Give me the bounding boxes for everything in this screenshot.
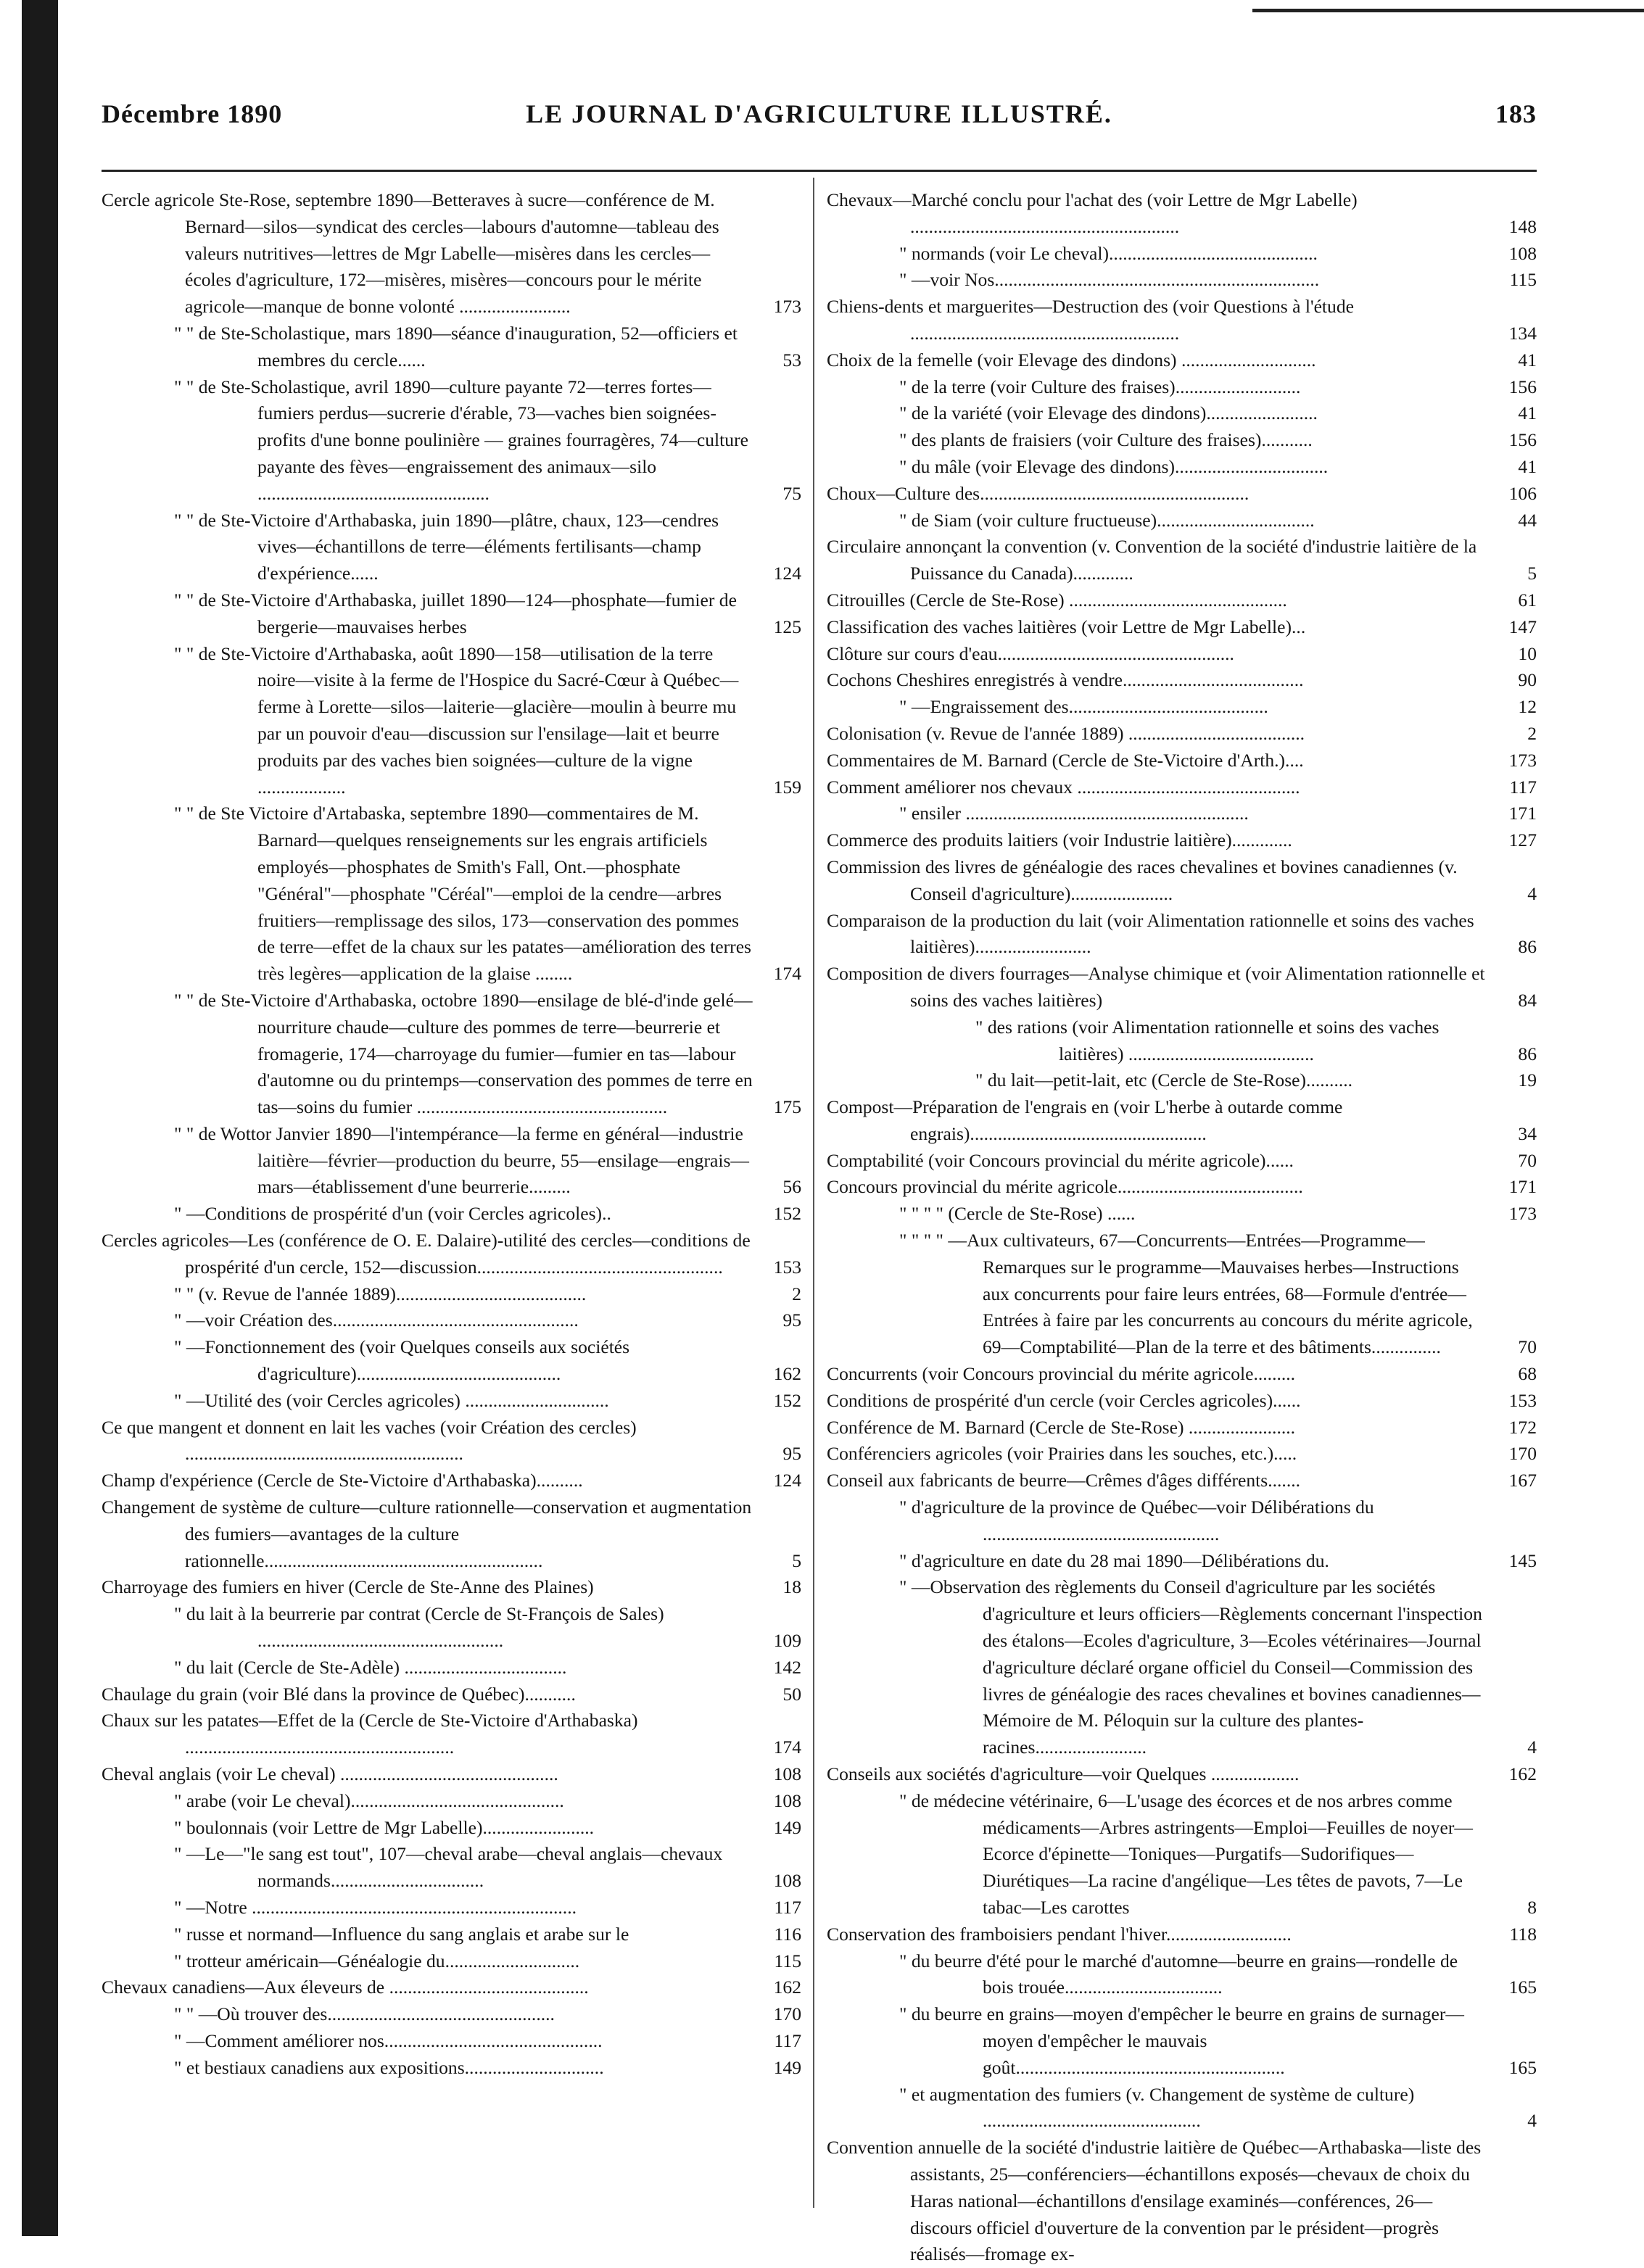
column-divider <box>813 178 814 2208</box>
index-entry-text: " —Engraissement des........................................... <box>899 696 1268 718</box>
index-entry <box>827 1761 1537 1788</box>
top-edge-line <box>1252 9 1644 12</box>
index-entry-text: Charroyage des fumiers en hiver (Cercle de Ste-Anne des Plaines) <box>102 1576 594 1598</box>
index-entry-page: 70 <box>1518 1149 1537 1171</box>
index-entry-text: Cercles agricoles—Les (conférence de O. E. Dalaire)-utilité des cercles—conditions de prospérité d'un cercle, 152—discussion..................................................... <box>102 1230 751 1278</box>
index-entry-page: 109 <box>773 1630 801 1652</box>
index-entry-text: " russe et normand—Influence du sang anglais et arabe sur le <box>174 1923 629 1945</box>
index-entry-text: " de Siam (voir culture fructueuse).................................. <box>899 509 1315 531</box>
index-entry <box>174 1121 801 1201</box>
index-entry-text: " —Observation des règlements du Conseil d'agriculture par les sociétés d'agriculture et leurs officiers—Règlements concernant l'inspection des étalons—Ecoles d'agriculture, 3—Ecoles vétérinaires—Journal d'agriculture déclaré organe officiel du Conseil—Commission des livres de généalogie des races chevalines et bovines canadiennes—Mémoire de M. Péloquin sur la culture des plantes-racines........................ <box>899 1576 1482 1758</box>
index-entry-page: 156 <box>1508 429 1537 451</box>
index-entry-text: Chaulage du grain (voir Blé dans la province de Québec)........... <box>102 1683 576 1705</box>
index-entry-page: 41 <box>1518 402 1537 424</box>
header-page-number: 183 <box>1495 99 1537 128</box>
index-entry <box>827 641 1537 668</box>
index-entry-text: " des plants de fraisiers (voir Culture des fraises)........... <box>899 429 1313 451</box>
index-entry-page: 95 <box>782 1443 801 1465</box>
index-entry-page: 41 <box>1518 349 1537 371</box>
index-entry <box>102 187 801 320</box>
index-entry <box>827 294 1537 347</box>
index-entry-page: 8 <box>1527 1897 1537 1918</box>
index-entry <box>899 2082 1537 2135</box>
index-entry <box>174 800 801 988</box>
index-entry <box>827 1921 1537 1948</box>
index-entry <box>899 241 1537 268</box>
index-entry-page: 10 <box>1518 642 1537 664</box>
index-entry-page: 165 <box>1508 1977 1537 1998</box>
index-entry-text: Chevaux—Marché conclu pour l'achat des (voir Lettre de Mgr Labelle) .......................................................... <box>827 189 1358 237</box>
index-entry-text: Chiens-dents et marguerites—Destruction des (voir Questions à l'étude .......................................................... <box>827 296 1354 344</box>
index-entry-text: Comptabilité (voir Concours provincial du mérite agricole)...... <box>827 1149 1294 1171</box>
index-entry-page: 171 <box>1508 803 1537 824</box>
index-entry-text: " normands (voir Le cheval)............................................. <box>899 242 1318 264</box>
index-entry-page: 124 <box>773 563 801 584</box>
index-entry-text: " " de Wottor Janvier 1890—l'intempérance—la ferme en général—industrie laitière—février—production du beurre, 55—ensilage—engrais—mars—établissement d'une beurrerie......... <box>174 1122 749 1198</box>
index-entry <box>899 1548 1537 1575</box>
index-entry-page: 2 <box>792 1283 801 1304</box>
index-entry-page: 117 <box>774 1897 801 1918</box>
index-entry-page: 50 <box>782 1683 801 1705</box>
index-entry-text: Cheval anglais (voir Le cheval) ............................................... <box>102 1763 558 1785</box>
index-entry-text: Circulaire annonçant la convention (v. Convention de la société d'industrie laitière de la Puissance du Canada)............. <box>827 536 1477 584</box>
binding-edge <box>22 0 58 2236</box>
index-entry-page: 145 <box>1508 1549 1537 1571</box>
index-entry-text: " du beurre d'été pour le marché d'automne—beurre en grains—rondelle de bois trouée.................................. <box>899 1950 1458 1998</box>
index-entry-text: " " de Ste-Victoire d'Arthabaska, juillet 1890—124—phosphate—fumier de bergerie—mauvaises herbes <box>174 589 737 637</box>
index-entry <box>827 908 1537 961</box>
index-entry <box>102 1228 801 1281</box>
index-entry-text: " —Fonctionnement des (voir Quelques conseils aux sociétés d'agriculture)............................................ <box>174 1336 630 1385</box>
index-entry-page: 5 <box>1527 563 1537 584</box>
index-entry-text: " —Utilité des (voir Cercles agricoles) ............................... <box>174 1389 609 1411</box>
index-entry-page: 162 <box>773 1977 801 1998</box>
index-entry-page: 115 <box>774 1950 801 1971</box>
index-entry <box>174 587 801 641</box>
index-entry-page: 171 <box>1508 1176 1537 1198</box>
index-entry <box>827 347 1537 374</box>
index-entry-text: Commerce des produits laitiers (voir Industrie laitière)............. <box>827 829 1292 851</box>
index-entry-page: 2 <box>1527 722 1537 744</box>
index-entry-page: 153 <box>773 1256 801 1278</box>
index-entry-page: 95 <box>782 1309 801 1331</box>
index-entry <box>102 1415 801 1468</box>
index-entry <box>174 1921 801 1948</box>
index-entry <box>899 694 1537 721</box>
index-entry-text: Conservation des framboisiers pendant l'hiver........................... <box>827 1923 1292 1945</box>
index-entry-text: " du mâle (voir Elevage des dindons)................................. <box>899 455 1329 477</box>
index-entry-page: 147 <box>1508 616 1537 637</box>
index-entry-text: " —Comment améliorer nos............................................... <box>174 2029 603 2051</box>
index-entry-text: Commission des livres de généalogie des races chevalines et bovines canadiennes (v. Conseil d'agriculture)...................... <box>827 856 1458 904</box>
index-entry-page: 18 <box>782 1576 801 1598</box>
index-entry-text: Composition de divers fourrages—Analyse chimique et (voir Alimentation rationnelle et soins des vaches laitières) <box>827 963 1485 1011</box>
index-entry-page: 174 <box>773 1737 801 1758</box>
index-entry <box>827 1415 1537 1441</box>
index-entry-page: 56 <box>782 1176 801 1198</box>
index-entry <box>827 827 1537 854</box>
index-entry <box>827 1441 1537 1468</box>
index-entry <box>899 1494 1537 1548</box>
index-entry-text: " —voir Création des..................................................... <box>174 1309 579 1331</box>
index-entry-text: Clôture sur cours d'eau................................................... <box>827 642 1234 664</box>
index-entry-text: Chevaux canadiens—Aux éleveurs de ........................................... <box>102 1977 589 1998</box>
index-entry-text: " " " " —Aux cultivateurs, 67—Concurrents—Entrées—Programme—Remarques sur le programme—Mauvaises herbes—Instructions aux concurrents pour faire leurs entrées, 68—Formule d'entrée—Entrées à faire par les concurrents au concours du mérite agricole, 69—Comptabilité—Plan de la terre et des bâtiments............... <box>899 1230 1473 1358</box>
index-entry-page: 117 <box>774 2029 801 2051</box>
index-entry <box>102 1708 801 1761</box>
index-entry-page: 53 <box>782 349 801 371</box>
index-entry-page: 162 <box>1508 1763 1537 1785</box>
index-entry-page: 148 <box>1508 215 1537 237</box>
index-entry-text: " " " " (Cercle de Ste-Rose) ...... <box>899 1203 1136 1225</box>
index-entry-text: Champ d'expérience (Cercle de Ste-Victoire d'Arthabaska).......... <box>102 1470 583 1491</box>
index-entry-page: 108 <box>773 1870 801 1892</box>
index-entry <box>174 988 801 1121</box>
index-entry-text: " " —Où trouver des................................................. <box>174 2003 555 2025</box>
index-entry <box>899 374 1537 401</box>
index-entry-text: " arabe (voir Le cheval).............................................. <box>174 1789 564 1811</box>
index-column-left <box>102 187 801 2082</box>
index-entry <box>827 961 1537 1014</box>
index-entry-text: " de la variété (voir Elevage des dindons)........................ <box>899 402 1318 424</box>
index-entry-text: Convention annuelle de la société d'industrie laitière de Québec—Arthabaska—liste des assistants, 25—conférenciers—échantillons exposés—chevaux de choix du Haras national—échantillons d'ensilage examinés—conférences, 26—discours officiel d'ouverture de la convention par le président—progrès réalisés—fromage ex- <box>827 2137 1482 2265</box>
index-entry-text: Conférenciers agricoles (voir Prairies dans les souches, etc.)..... <box>827 1443 1297 1465</box>
index-entry-text: Colonisation (v. Revue de l'année 1889) ...................................... <box>827 722 1305 744</box>
index-entry-page: 175 <box>773 1096 801 1118</box>
header-rule <box>102 170 1537 172</box>
index-entry <box>827 187 1537 241</box>
index-entry-text: Conférence de M. Barnard (Cercle de Ste-Rose) ....................... <box>827 1416 1296 1438</box>
index-entry-text: Chaux sur les patates—Effet de la (Cercle de Ste-Victoire d'Arthabaska) .......................................................... <box>102 1710 638 1758</box>
index-entry-page: 90 <box>1518 669 1537 691</box>
index-entry <box>899 1788 1537 1921</box>
index-entry <box>975 1014 1537 1068</box>
index-entry-text: " de médecine vétérinaire, 6—L'usage des écorces et de nos arbres comme médicaments—Arbres astringents—Emploi—Feuilles de noyer—Ecorce d'épinette—Toniques—Purgatifs—Sudorifiques—Diurétiques—La racine d'angélique—Les têtes de pavots, 7—Le tabac—Les carottes <box>899 1789 1473 1918</box>
index-entry-page: 149 <box>773 1816 801 1838</box>
index-entry-page: 108 <box>1508 242 1537 264</box>
index-entry <box>174 1788 801 1815</box>
index-entry <box>174 2055 801 2082</box>
index-entry-text: " " de Ste-Scholastique, avril 1890—culture payante 72—terres fortes—fumiers perdus—sucrerie d'érable, 73—vaches bien soignées-profits d'une bonne poulinière — graines fourragères, 74—culture payante des fèves—engraissement des animaux—silo .................................................. <box>174 376 748 504</box>
index-entry <box>827 481 1537 508</box>
index-entry-page: 108 <box>773 1763 801 1785</box>
index-entry-page: 117 <box>1509 776 1537 798</box>
index-entry <box>827 748 1537 774</box>
index-entry-page: 159 <box>773 776 801 798</box>
index-entry-page: 173 <box>1508 749 1537 771</box>
index-entry-text: Choux—Culture des.......................................................... <box>827 482 1249 504</box>
index-entry-page: 170 <box>773 2003 801 2025</box>
index-entry-text: " du beurre en grains—moyen d'empêcher le beurre en grains de surnager—moyen d'empêcher le mauvais goût.......................................................... <box>899 2003 1465 2078</box>
index-entry-text: " " de Ste-Victoire d'Arthabaska, août 1890—158—utilisation de la terre noire—visite à la ferme de l'Hospice du Sacré-Cœur à Québec—ferme à Lorette—silos—laiterie—glacière—moulin à beurre mu par un pouvoir d'eau—discussion sur l'ensilage—lait et beurre produits par des vaches bien soignées—culture de la vigne ................... <box>174 642 739 798</box>
index-entry-text: Concours provincial du mérite agricole........................................ <box>827 1176 1303 1198</box>
index-entry <box>899 1228 1537 1361</box>
index-entry-page: 174 <box>773 963 801 985</box>
page-header <box>102 99 1537 142</box>
index-entry <box>899 1201 1537 1228</box>
index-entry-page: 61 <box>1518 589 1537 611</box>
index-entry-text: Cochons Cheshires enregistrés à vendre....................................... <box>827 669 1304 691</box>
index-entry-page: 118 <box>1509 1923 1537 1945</box>
index-entry-page: 70 <box>1518 1336 1537 1358</box>
index-entry-page: 44 <box>1518 509 1537 531</box>
index-entry <box>899 508 1537 534</box>
index-entry <box>174 374 801 508</box>
index-entry-page: 84 <box>1518 989 1537 1011</box>
index-entry-page: 115 <box>1509 269 1537 291</box>
index-entry <box>827 721 1537 748</box>
index-entry-page: 34 <box>1518 1122 1537 1144</box>
index-entry-text: " ensiler ............................................................. <box>899 803 1249 824</box>
index-entry <box>827 2135 1537 2268</box>
index-entry-text: " d'agriculture de la province de Québec—voir Délibérations du ................................................... <box>899 1497 1374 1544</box>
index-entry-page: 19 <box>1518 1069 1537 1091</box>
index-entry <box>827 1174 1537 1201</box>
index-entry <box>827 774 1537 801</box>
index-entry-text: Commentaires de M. Barnard (Cercle de Ste-Victoire d'Arth.).... <box>827 749 1304 771</box>
index-entry <box>174 1601 801 1655</box>
index-entry-page: 156 <box>1508 376 1537 397</box>
index-entry-page: 162 <box>773 1363 801 1385</box>
index-entry <box>899 267 1537 294</box>
index-entry-text: " —Notre ...................................................................... <box>174 1897 577 1918</box>
index-entry-page: 106 <box>1508 482 1537 504</box>
index-entry-text: " d'agriculture en date du 28 mai 1890—Délibérations du. <box>899 1549 1329 1571</box>
index-entry <box>899 400 1537 427</box>
index-entry-text: Conseils aux sociétés d'agriculture—voir Quelques ................... <box>827 1763 1300 1785</box>
index-entry-page: 170 <box>1508 1443 1537 1465</box>
index-entry-page: 5 <box>792 1549 801 1571</box>
index-entry <box>174 320 801 374</box>
index-entry-page: 108 <box>773 1789 801 1811</box>
index-entry-page: 125 <box>773 616 801 637</box>
index-entry <box>102 1974 801 2001</box>
index-entry-text: Choix de la femelle (voir Elevage des dindons) ............................. <box>827 349 1316 371</box>
index-entry-text: " " (v. Revue de l'année 1889)......................................... <box>174 1283 587 1304</box>
index-entry-page: 167 <box>1508 1470 1537 1491</box>
index-entry-page: 124 <box>773 1470 801 1491</box>
index-entry <box>174 1655 801 1681</box>
index-entry <box>174 1388 801 1415</box>
index-entry-text: Conditions de prospérité d'un cercle (voir Cercles agricoles)...... <box>827 1389 1301 1411</box>
index-entry <box>899 454 1537 481</box>
index-entry-text: " " de Ste Victoire d'Artabaska, septembre 1890—commentaires de M. Barnard—quelques renseignements sur les engrais artificiels employés—phosphates de Smith's Fall, Ont.—phosphate "Général"—phosphate "Céréal"—emploi de la cendre—arbres fruitiers—remplissage des silos, 173—conservation des pommes de terre—effet de la chaux sur les patates—amélioration des terres très legères—application de la glaise ........ <box>174 803 752 985</box>
index-entry <box>827 667 1537 694</box>
index-entry-page: 41 <box>1518 455 1537 477</box>
index-entry-page: 153 <box>1508 1389 1537 1411</box>
index-entry-page: 4 <box>1527 882 1537 904</box>
index-entry-text: " du lait (Cercle de Ste-Adèle) ................................... <box>174 1656 567 1678</box>
index-entry-text: " —Le—"le sang est tout", 107—cheval arabe—cheval anglais—chevaux normands................................. <box>174 1843 723 1892</box>
index-entry <box>102 1761 801 1788</box>
index-entry <box>899 2001 1537 2081</box>
index-entry-page: 142 <box>773 1656 801 1678</box>
index-entry-page: 172 <box>1508 1416 1537 1438</box>
index-entry <box>975 1067 1537 1094</box>
header-date: Décembre 1890 <box>102 99 283 128</box>
index-entry-page: 127 <box>1508 829 1537 851</box>
index-entry <box>827 1361 1537 1388</box>
index-entry-text: " et bestiaux canadiens aux expositions.............................. <box>174 2056 604 2078</box>
index-entry-text: " des rations (voir Alimentation rationnelle et soins des vaches laitières) ........................................ <box>975 1016 1439 1064</box>
index-entry-page: 152 <box>773 1389 801 1411</box>
index-entry-text: " —voir Nos...................................................................... <box>899 269 1320 291</box>
index-entry-page: 4 <box>1527 1737 1537 1758</box>
index-entry-text: " " de Ste-Victoire d'Arthabaska, octobre 1890—ensilage de blé-d'inde gelé—nourriture chaude—culture des pommes de terre—beurrerie et fromagerie, 174—charroyage du fumier—fumier en tas—labour d'automne ou du printemps—conservation des pommes de terre en tas—soins du fumier ...................................................... <box>174 989 753 1118</box>
index-entry <box>899 1948 1537 2002</box>
index-entry <box>827 534 1537 587</box>
index-entry <box>899 800 1537 827</box>
index-entry <box>174 1948 801 1975</box>
index-entry-page: 86 <box>1518 936 1537 958</box>
index-entry-text: Conseil aux fabricants de beurre—Crêmes d'âges différents....... <box>827 1470 1301 1491</box>
index-entry <box>174 1334 801 1388</box>
index-column-right <box>827 187 1537 2268</box>
index-entry-text: " " de Ste-Victoire d'Arthabaska, juin 1890—plâtre, chaux, 123—cendres vives—échantillons de terre—éléments fertilisants—champ d'expérience...... <box>174 509 719 584</box>
index-entry-text: " boulonnais (voir Lettre de Mgr Labelle)........................ <box>174 1816 595 1838</box>
index-entry-text: " —Conditions de prospérité d'un (voir Cercles agricoles).. <box>174 1203 611 1225</box>
index-entry-text: " du lait—petit-lait, etc (Cercle de Ste-Rose).......... <box>975 1069 1353 1091</box>
index-entry <box>827 1388 1537 1415</box>
index-entry <box>827 587 1537 614</box>
index-entry <box>102 1574 801 1601</box>
index-entry-page: 68 <box>1518 1363 1537 1385</box>
index-entry-page: 173 <box>773 296 801 318</box>
index-entry-text: " " de Ste-Scholastique, mars 1890—séance d'inauguration, 52—officiers et membres du cercle...... <box>174 322 738 371</box>
index-entry-text: Ce que mangent et donnent en lait les vaches (voir Création des cercles) ............................................................ <box>102 1416 637 1465</box>
journal-title: LE JOURNAL D'AGRICULTURE ILLUSTRÉ. <box>526 99 1112 128</box>
index-entry <box>827 1468 1537 1494</box>
index-entry-page: 75 <box>782 482 801 504</box>
index-entry <box>102 1468 801 1494</box>
index-entry-page: 173 <box>1508 1203 1537 1225</box>
index-entry-page: 165 <box>1508 2056 1537 2078</box>
index-entry-text: " trotteur américain—Généalogie du............................. <box>174 1950 580 1971</box>
index-entry-page: 116 <box>774 1923 801 1945</box>
index-entry-text: Cercle agricole Ste-Rose, septembre 1890—Betteraves à sucre—conférence de M. Bernard—silos—syndicat des cercles—labours d'automne—tableau des valeurs nutritives—lettres de Mgr Labelle—misères dans les cercles—écoles d'agriculture, 172—misères, misères—concours pour le mérite agricole—manque de bonne volonté ........................ <box>102 189 719 318</box>
index-entry <box>827 614 1537 641</box>
index-entry <box>174 1201 801 1228</box>
index-entry <box>827 1148 1537 1175</box>
index-entry <box>102 1681 801 1708</box>
index-entry <box>174 1895 801 1921</box>
index-entry-page: 134 <box>1508 322 1537 344</box>
index-entry-text: Concurrents (voir Concours provincial du mérite agricole......... <box>827 1363 1296 1385</box>
index-entry-page: 149 <box>773 2056 801 2078</box>
index-entry-text: Classification des vaches laitières (voir Lettre de Mgr Labelle)... <box>827 616 1306 637</box>
index-entry-text: Comparaison de la production du lait (voir Alimentation rationnelle et soins des vaches laitières)......................... <box>827 909 1474 958</box>
index-entry <box>174 508 801 587</box>
index-entry <box>174 2001 801 2028</box>
index-entry <box>102 1494 801 1574</box>
index-entry <box>174 1307 801 1334</box>
index-entry <box>174 1281 801 1308</box>
index-entry <box>174 641 801 801</box>
index-entry <box>827 854 1537 908</box>
index-entry <box>899 1574 1537 1761</box>
index-entry <box>174 2028 801 2055</box>
index-entry <box>899 427 1537 454</box>
index-entry-text: Comment améliorer nos chevaux ................................................ <box>827 776 1300 798</box>
index-entry-text: Citrouilles (Cercle de Ste-Rose) ............................................... <box>827 589 1287 611</box>
index-entry <box>827 1094 1537 1148</box>
index-entry-text: " du lait à la beurrerie par contrat (Cercle de St-François de Sales) ..................................................... <box>174 1603 664 1652</box>
index-entry-page: 12 <box>1518 696 1537 718</box>
index-entry-text: " de la terre (voir Culture des fraises)........................... <box>899 376 1301 397</box>
index-entry-text: Compost—Préparation de l'engrais en (voir L'herbe à outarde comme engrais)................................................... <box>827 1096 1343 1144</box>
index-entry-text: " et augmentation des fumiers (v. Changement de système de culture) ............................................... <box>899 2083 1415 2132</box>
index-entry-page: 152 <box>773 1203 801 1225</box>
index-entry <box>174 1815 801 1842</box>
index-entry-text: Changement de système de culture—culture rationnelle—conservation et augmentation des fumiers—avantages de la culture rationnelle............................................................ <box>102 1497 752 1571</box>
index-entry-page: 86 <box>1518 1043 1537 1064</box>
index-entry-page: 4 <box>1527 2110 1537 2132</box>
index-entry <box>174 1841 801 1895</box>
